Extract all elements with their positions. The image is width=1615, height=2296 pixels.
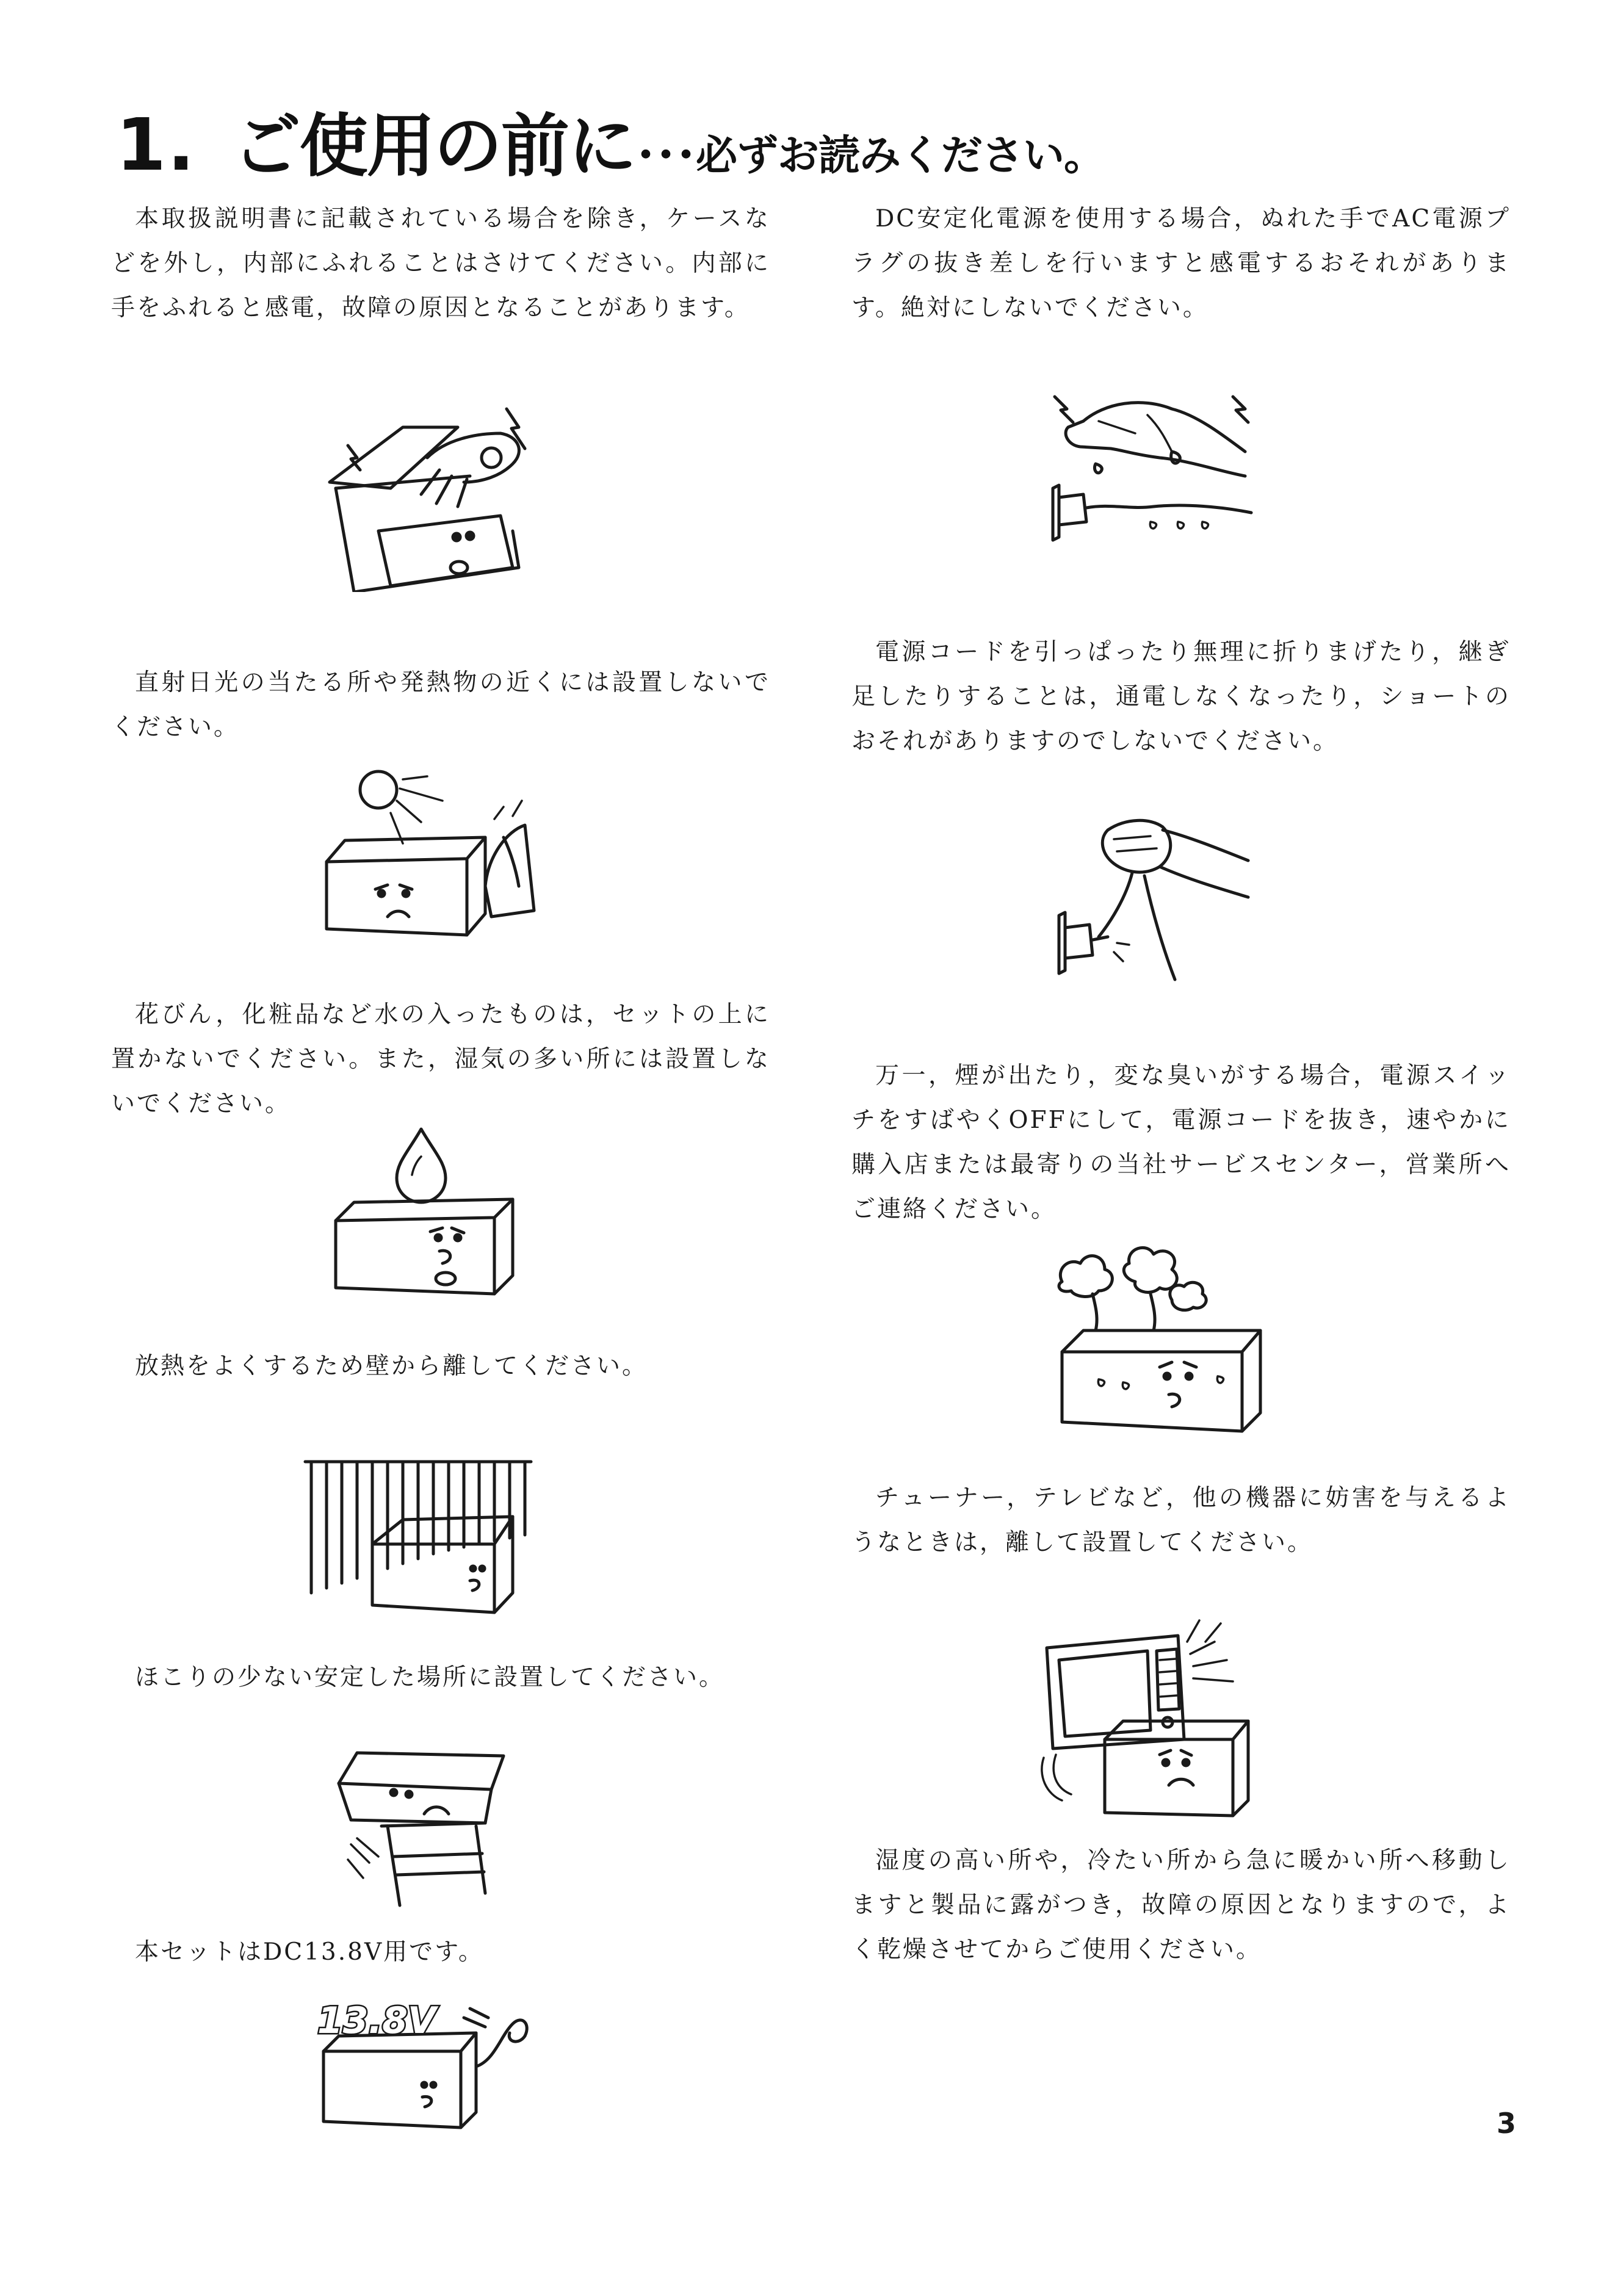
note-no-water-on-set: 花びん，化粧品など水の入ったものは，セットの上に置かないでください。また，湿気の多い所には設置しないでください。 [111,1001,770,1117]
note-no-opening-case: 本取扱説明書に記載されている場合を除き，ケースなどを外し，内部にふれることはさけてください。内部に手をふれると感電，故障の原因となることがあります。 [111,205,770,322]
heading-sub: ･･･必ずお読みください。 [635,132,1105,180]
open-case-shock-illustration [317,391,574,592]
note-dc-13-8v: 本セットはDC13.8V用です。 [135,1938,484,1966]
page-heading [116,92,1105,190]
wet-hand-plug-illustration [1050,378,1257,555]
note-interference: チューナー，テレビなど，他の機器に妨害を与えるようなときは，離して設置してください。 [851,1484,1511,1556]
note-keep-away-from-wall: 放熱をよくするため壁から離してください。 [135,1352,648,1380]
wall-spacing-illustration [299,1453,537,1617]
note-smoke-odor: 万一，煙が出たり，変な臭いがする場合，電源スイッチをすばやくOFFにして，電源コードを抜き，速やかに購入店または最寄りの当社サービスセンター，営業所へご連絡ください。 [851,1062,1511,1223]
page-number: 3 [1496,2107,1516,2140]
heading-number: 1. [116,103,196,187]
smoke-illustration [1050,1239,1270,1440]
tv-interference-illustration [1038,1617,1270,1819]
note-no-pulling-cord: 電源コードを引っぱったり無理に折りまげたり，継ぎ足したりすることは，通電しなくなったり，ショートのおそれがありますのでしないでください。 [851,638,1511,755]
dc-13-8v-illustration [305,1999,537,2134]
heading-main: ご使用の前に [232,107,635,186]
voltage-badge: 13.8V [317,1999,436,2042]
note-avoid-sunlight-heat: 直射日光の当たる所や発熱物の近くには設置しないでください。 [111,669,770,741]
note-condensation: 湿度の高い所や，冷たい所から急に暖かい所へ移動しますと製品に露がつき，故障の原因となりますので，よく乾燥させてからご使用ください。 [851,1847,1511,1963]
unstable-stool-illustration [333,1741,516,1912]
water-drop-illustration [330,1123,519,1300]
pulling-cord-illustration [1053,806,1254,983]
sunlight-iron-illustration [320,764,540,941]
note-stable-dust-free-place: ほこりの少ない安定した場所に設置してください。 [135,1664,725,1691]
note-no-wet-hands-plug: DC安定化電源を使用する場合，ぬれた手でAC電源プラグの抜き差しを行いますと感電するおそれがあります。絶対にしないでください。 [851,205,1511,322]
